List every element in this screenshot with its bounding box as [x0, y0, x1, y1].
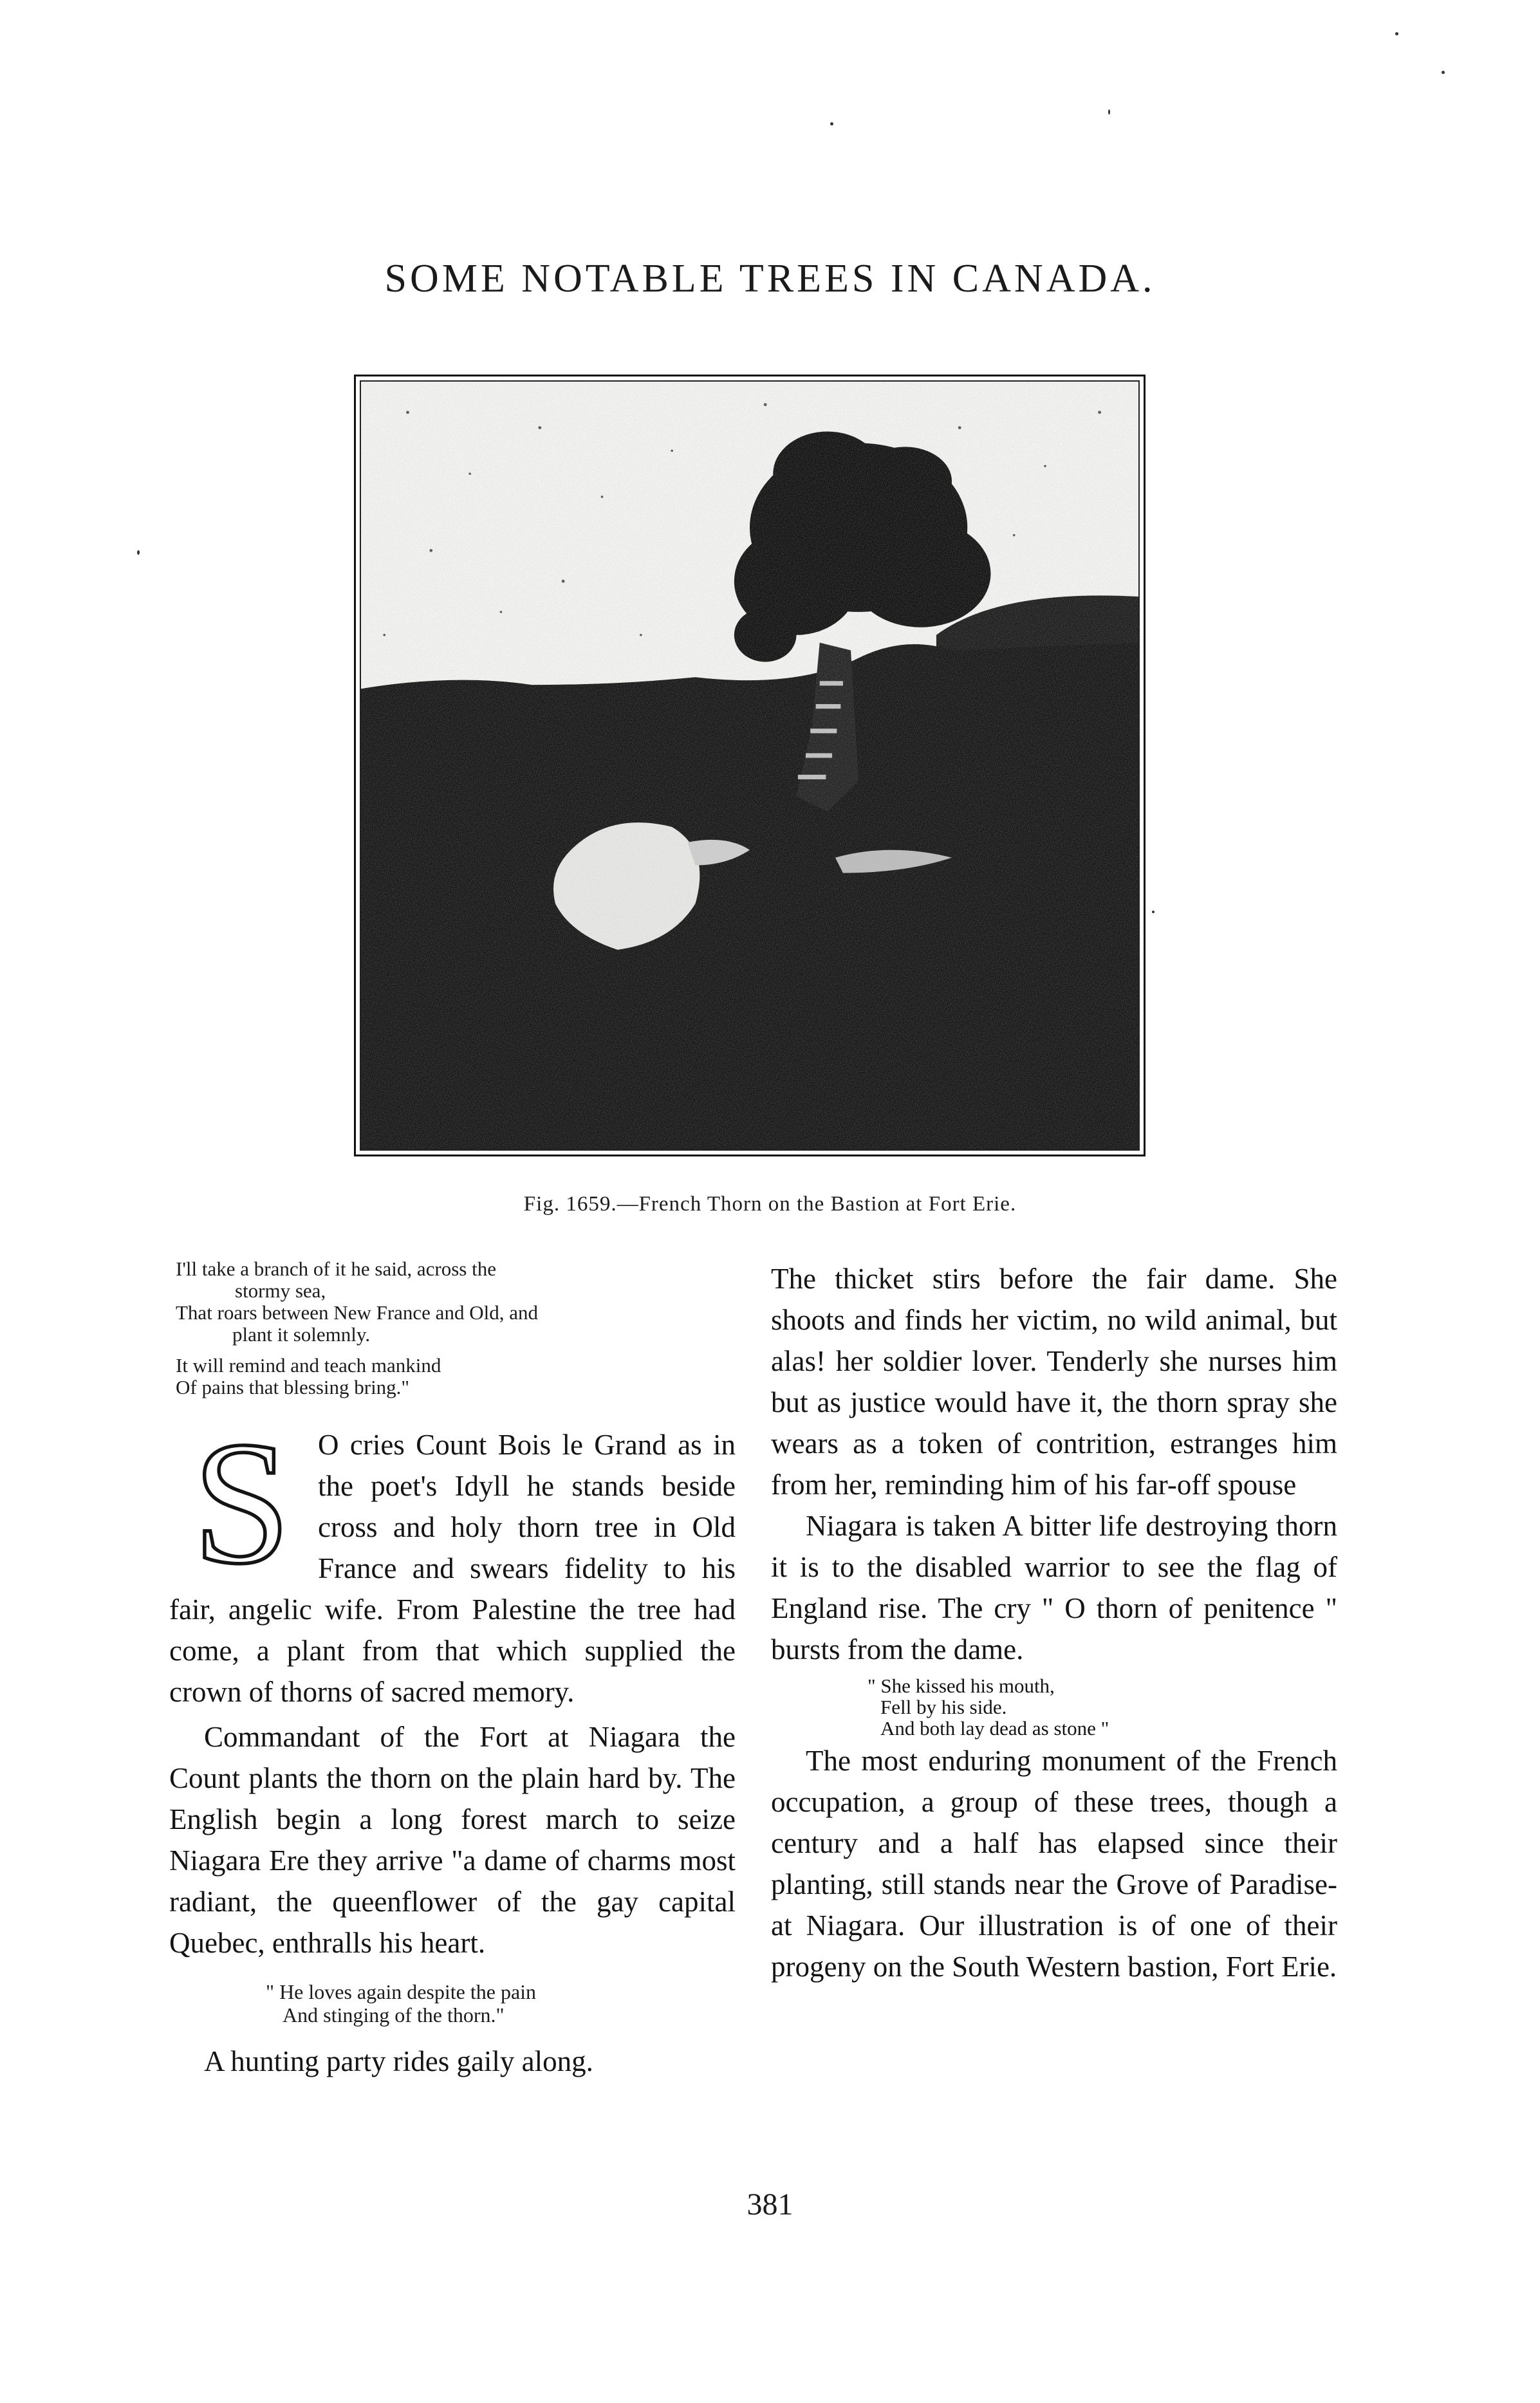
- verse-line: stormy sea,: [235, 1279, 326, 1302]
- paragraph: Commandant of the Fort at Niagara the Count plants the thorn on the plain hard by. The English begin a long forest march to seize Niagara Ere they arrive "a dame of charms most radiant, the queenflower of the gay capital Quebec, enthralls his heart.: [169, 1721, 736, 1959]
- epigraph-verse: [169, 1258, 736, 1398]
- paragraph: O cries Count Bois le Grand as in the poet's Idyll he stands beside cross and holy thorn tree in Old France and swears fidelity to his fair, angelic wife. From Palestine the tree had come, a plant from that which supplied the crown of thorns of sacred memory.: [169, 1429, 736, 1708]
- verse-line: " He loves again despite the pain: [266, 1980, 537, 2003]
- print-speck: [1442, 71, 1445, 74]
- verse-line: And stinging of the thorn.": [283, 2003, 505, 2027]
- svg-text:S: S: [192, 1428, 291, 1576]
- paragraph: The thicket stirs before the fair dame. She shoots and finds her victim, no wild animal, but alas! her soldier lover. Tenderly she nurses him but as justice would have it, the thorn spray she wears as a token of contrition, estranges him from her, reminding him of his far-off spouse: [771, 1263, 1337, 1501]
- right-column: [771, 1258, 1337, 1987]
- verse-line: That roars between New France and Old, and: [176, 1301, 538, 1324]
- verse-line: It will remind and teach mankind: [176, 1354, 441, 1377]
- paragraph: Niagara is taken A bitter life destroying thorn it is to the disabled warrior to see the flag of England rise. The cry " O thorn of penitence " bursts from the dame.: [771, 1510, 1337, 1665]
- article-title: SOME NOTABLE TREES IN CANADA.: [384, 257, 1156, 301]
- print-speck: [1395, 32, 1398, 35]
- left-column: [169, 1258, 736, 2082]
- thorn-tree-engraving: [361, 382, 1138, 1149]
- print-speck: [1152, 911, 1155, 913]
- verse-line: And both lay dead as stone ": [880, 1717, 1109, 1740]
- opening-paragraph-block: [169, 1424, 736, 1712]
- engraving-illustration: [354, 375, 1146, 1156]
- print-speck: [137, 550, 140, 555]
- verse-line: Fell by his side.: [880, 1696, 1007, 1718]
- verse-line: " She kissed his mouth,: [867, 1675, 1055, 1697]
- verse-line: plant it solemnly.: [232, 1323, 371, 1346]
- page-number: 381: [747, 2187, 793, 2222]
- verse-line: Of pains that blessing bring.": [176, 1376, 410, 1398]
- figure-caption: Fig. 1659.—French Thorn on the Bastion at Fort Erie.: [523, 1192, 1017, 1216]
- paragraph: A hunting party rides gaily along.: [204, 2045, 593, 2077]
- quoted-verse: [169, 1980, 736, 2027]
- paragraph: The most enduring monument of the French occupation, a group of these trees, though a century and a half has elapsed since their planting, still stands near the Grove of Paradise-at Niagara. Our illustration is of one of their progeny on the South Western bastion, Fort Erie.: [771, 1745, 1337, 1983]
- dropcap-letter: [169, 1428, 314, 1589]
- print-speck: [1108, 109, 1110, 115]
- verse-line: I'll take a branch of it he said, across the: [176, 1257, 496, 1280]
- print-speck: [830, 122, 833, 125]
- quoted-verse: [771, 1675, 1337, 1739]
